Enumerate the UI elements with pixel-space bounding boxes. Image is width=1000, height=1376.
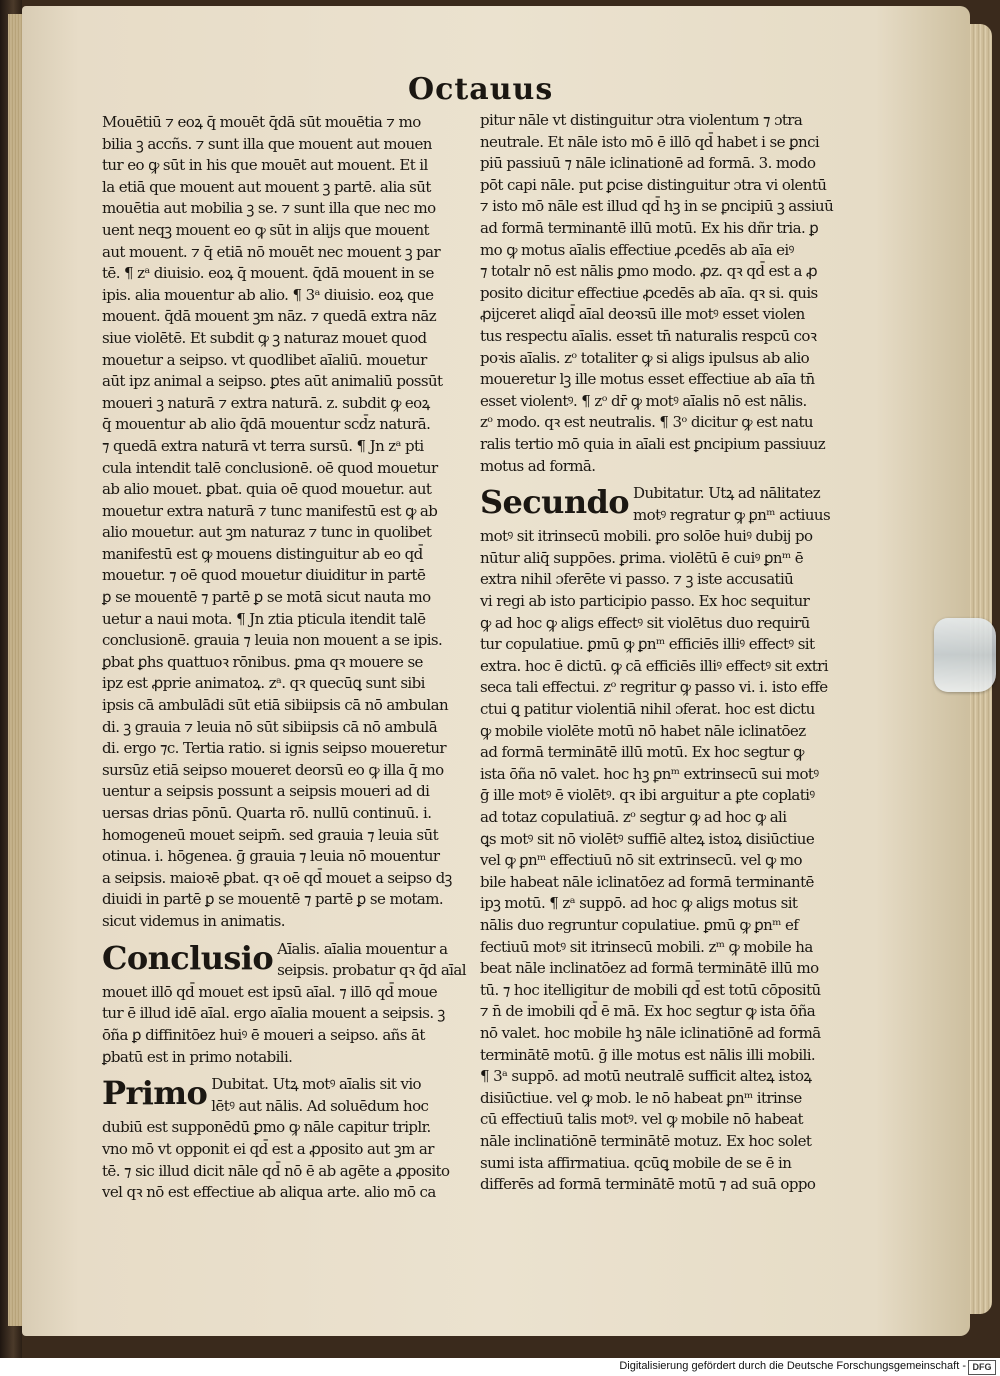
text-line: mo ꝙ motus aīalis effectiue ꝓcedēs ab aīa eiꝰ xyxy=(480,240,794,259)
text-line: alio mouetur. aut ꝫm naturaz ⁊ tunc in quolibet xyxy=(102,523,432,542)
text-line: ipz est ꝓprie animatoꝝ. zᵃ. qꝛ quecūꝗ sunt sibi xyxy=(102,674,425,693)
text-line: bilia ꝫ accñs. ⁊ sunt illa que mouent aut mouen xyxy=(102,134,432,153)
left-column xyxy=(102,112,466,1204)
text-line: sicut videmus in animatis. xyxy=(102,911,285,930)
primo-head-lines xyxy=(211,1074,462,1117)
primo-body xyxy=(102,1117,462,1203)
text-line: uent neqꝫ mouent eo ꝙ sūt in alijs que mouent xyxy=(102,220,429,239)
text-line: pitur nāle vt distinguitur ɔtra violentum ⁊ ɔtra xyxy=(480,111,803,129)
text-line: di. ergo ⁊c. Tertia ratio. si ignis seipso moueretur xyxy=(102,739,446,758)
text-line: la etiā que mouent aut mouent ꝫ partē. alia sūt xyxy=(102,177,431,196)
primo-section xyxy=(102,1074,462,1204)
text-line: terminātē motū. ḡ ille motus est nālis illi mobili. xyxy=(480,1045,816,1064)
secundo-section xyxy=(480,483,840,1196)
right-column-body xyxy=(480,110,840,477)
dfg-logo: DFG xyxy=(968,1360,996,1375)
text-line: vi regi ab isto participio passo. Ex hoc sequitur xyxy=(480,592,810,611)
text-line: nō valet. hoc mobile hꝫ nāle iclinatiōnē ad formā xyxy=(480,1023,821,1042)
text-line: beat nāle inclinatōez ad formā terminātē illū mo xyxy=(480,959,819,978)
text-line: vel ꝙ ꝑnᵐ effectiuū nō sit extrinsecū. vel ꝙ mo xyxy=(480,851,802,870)
text-line: nūtur aliq̄ suppōes. ꝑrima. violētū ē cuiꝰ ꝑnᵐ ē xyxy=(480,548,804,567)
text-line: posito dicitur effectiue ꝓcedēs ab aīa. qꝛ si. quis xyxy=(480,283,818,302)
text-line: Aīalis. aīalia mouentur a xyxy=(277,939,448,958)
text-line: dubiū est supponēdū ꝑmo ꝙ nāle capitur triplr. xyxy=(102,1118,431,1137)
text-line: ad formā terminātē illū motū. Ex hoc segtur ꝙ xyxy=(480,743,804,762)
text-line: zᵒ modo. qꝛ est neutralis. ¶ 3ᵒ dicitur ꝙ est natu xyxy=(480,413,813,432)
text-line: aūt ipz animal a seipso. ꝑtes aūt animaliū possūt xyxy=(102,372,443,391)
text-line: piū passiuū ⁊ nāle iclinationē ad formā. 3. modo xyxy=(480,154,816,173)
text-line: ꝙ mobile violēte motū nō habet nāle iclinatōez xyxy=(480,721,806,740)
text-line: Dubitatur. Utꝝ ad nālitatez xyxy=(633,484,821,503)
conclusio-head-lines xyxy=(277,939,466,982)
text-line: ⁊ n̄ de imobili qd̄ ē mā. Ex hoc segtur ꝙ ista ōña xyxy=(480,1002,816,1021)
text-line: tus respectu aīalis. esset tn̄ naturalis respcū coꝛ xyxy=(480,326,817,345)
text-line: diuidi in partē ꝑ se mouentē ⁊ partē ꝑ se motam. xyxy=(102,890,444,909)
right-column xyxy=(480,110,840,1196)
text-line: cū effectiuū talis motꝰ. vel ꝙ mobile nō habeat xyxy=(480,1110,803,1129)
text-line: tur copulatiue. ꝑmū ꝙ ꝑnᵐ efficiēs illiꝰ effectꝰ sit xyxy=(480,635,815,654)
text-line: manifestū est ꝙ mouens distinguitur ab eo qd̄ xyxy=(102,544,423,563)
text-line: siue violētē. Et subdit ꝙ ꝫ naturaz mouet quod xyxy=(102,328,427,347)
text-line: ⁊ totalr nō est nālis ꝑmo modo. ꝓz. qꝛ qd̄ est a ꝓ xyxy=(480,262,817,281)
text-line: ab alio mouet. ꝑbat. quia oē quod mouetur. aut xyxy=(102,480,432,499)
text-line: q̄ mouentur ab alio q̄dā mouentur scd̄z naturā. xyxy=(102,415,431,434)
text-line: nālis duo regruntur copulatiue. ꝑmū ꝙ ꝑnᵐ ef xyxy=(480,915,799,934)
text-line: ꝗs motꝰ sit nō violētꝰ suffiē alteꝝ istoꝝ disiūctiue xyxy=(480,829,815,848)
text-line: ꝓijceret aliqd̄ aīal deoꝛsū ille motꝰ esset violen xyxy=(480,305,805,324)
text-line: seipsis. probatur qꝛ q̄d aīal xyxy=(277,961,466,980)
text-line: mouet illō qd̄ mouet est ipsū aīal. ⁊ illō qd̄ moue xyxy=(102,982,438,1001)
text-line: nāle inclinatiōnē terminātē motuz. Ex hoc solet xyxy=(480,1131,812,1150)
text-line: mouent. q̄dā mouent ꝫm nāz. ⁊ quedā extra nāz xyxy=(102,307,437,326)
text-line: uetur a naui mota. ¶ Jn ztia pticula itendit talē xyxy=(102,609,426,628)
text-line: ¶ 3ᵃ suppō. ad motū neutralē sufficit alteꝝ istoꝝ xyxy=(480,1067,812,1086)
text-line: conclusionē. grauia ⁊ leuia non mouent a se ipis. xyxy=(102,631,443,650)
funding-notice: Digitalisierung gefördert durch die Deutsche Forschungsgemeinschaft - xyxy=(619,1360,966,1372)
text-line: motꝰ regratur ꝙ ꝑnᵐ actiuus xyxy=(633,505,831,524)
text-line: tē. ⁊ sic illud dicit nāle qd̄ nō ē ab agēte a ꝓposito xyxy=(102,1161,450,1180)
text-line: ḡ ille motꝰ ē violētꝰ. qꝛ ibi arguitur a ꝑte coplatiꝰ xyxy=(480,786,815,805)
text-line: ralis tertio mō quia in aīali est ꝑncipium passiuuz xyxy=(480,434,826,453)
text-line: tur ē illud idē aīal. ergo aīalia mouent a seipsis. ꝫ xyxy=(102,1004,445,1023)
text-line: extra. hoc ē dictū. ꝙ cā efficiēs illiꝰ effectꝰ sit extri xyxy=(480,656,828,675)
text-line: ista ōña nō valet. hoc hꝫ ꝑnᵐ extrinsecū sui motꝰ xyxy=(480,764,819,783)
text-line: ꝑ se mouentē ⁊ partē ꝑ se motā sicut nauta mo xyxy=(102,588,431,607)
text-line: extra nihil ɔferēte vi passo. ⁊ ꝫ iste accusatiū xyxy=(480,570,794,589)
text-line: ad totaz copulatiuā. zᵒ segtur ꝙ ad hoc ꝙ ali xyxy=(480,808,787,826)
text-line: mouetur a seipso. vt quodlibet aīaliū. mouetur xyxy=(102,350,427,369)
text-line: otinua. i. hōgenea. ḡ grauia ⁊ leuia nō mouentur xyxy=(102,847,440,866)
secundo-body xyxy=(480,526,840,1195)
page-clip xyxy=(934,618,996,692)
secundo-head-lines xyxy=(633,483,840,526)
text-line: differēs ad formā terminātē motū ⁊ ad suā oppo xyxy=(480,1175,816,1194)
text-line: moueri ꝫ naturā ⁊ extra naturā. z. subdit ꝙ eoꝝ xyxy=(102,393,430,412)
text-line: ad formā terminantē illū motū. Ex his dñr tria. ꝑ xyxy=(480,218,819,237)
text-line: sursūz etiā seipso moueret deorsū eo ꝙ illa q̄ mo xyxy=(102,760,444,779)
text-line: tū. ⁊ hoc itelligitur de mobili qd̄ est totū cōpositū xyxy=(480,980,821,999)
text-line: poꝛis aīalis. zᵒ totaliter ꝙ si aligs ipulsus ab alio xyxy=(480,348,810,367)
text-line: ꝑbatū est in primo notabili. xyxy=(102,1047,293,1066)
text-line: Dubitat. Utꝝ motꝰ aīalis sit vio xyxy=(211,1075,421,1094)
text-line: bile habeat nāle iclinatōez ad formā terminantē xyxy=(480,872,814,891)
text-line: fectiuū motꝰ sit itrinsecū mobili. zᵐ ꝙ mobile ha xyxy=(480,937,813,956)
text-line: aut mouent. ⁊ q̄ etiā nō mouēt nec mouent ꝫ par xyxy=(102,242,441,261)
text-line: motꝰ sit itrinsecū mobili. ꝑro solōe huiꝰ dubij po xyxy=(480,527,813,546)
text-line: mouetur. ⁊ oē quod mouetur diuiditur in partē xyxy=(102,566,426,585)
text-line: vno mō vt opponit ei qd̄ est a ꝓposito aut ꝫm ar xyxy=(102,1139,434,1158)
text-line: ⁊ isto mō nāle est illud qd̄ hꝫ in se ꝑncipiū ꝫ assiuū xyxy=(480,197,834,216)
text-line: tur eo ꝙ sūt in his que mouēt aut mouent. Et il xyxy=(102,156,428,175)
text-line: ipꝫ motū. ¶ zᵃ suppō. ad hoc ꝙ aligs motus sit xyxy=(480,894,798,913)
conclusio-section xyxy=(102,938,466,1069)
left-column-body xyxy=(102,112,462,933)
running-head: Octauus xyxy=(408,72,554,107)
text-line: mouetur extra naturā ⁊ tunc manifestū est ꝙ ab xyxy=(102,501,438,520)
text-line: moueretur lꝫ ille motus esset effectiue ab aīa tn̄ xyxy=(480,370,815,389)
text-line: uentur a seipsis possunt a seipsis moueri ad di xyxy=(102,782,430,801)
text-line: lētꝰ aut nālis. Ad soluēdum hoc xyxy=(211,1096,429,1115)
text-line: cula intendit talē conclusionē. oē quod mouetur xyxy=(102,458,438,477)
text-line: di. ꝫ grauia ⁊ leuia nō sūt sibiipsis cā nō ambulā xyxy=(102,717,438,736)
text-line: sumi ista affirmatiua. qcūꝗ mobile de se ē in xyxy=(480,1153,792,1172)
conclusio-heading: Conclusio xyxy=(102,938,274,977)
text-line: ōña ꝑ diffinitōez huiꝰ ē moueri a seipso. añs āt xyxy=(102,1025,425,1044)
text-line: tē. ¶ zᵃ diuisio. eoꝝ q̄ mouent. q̄dā mouent in se xyxy=(102,264,434,283)
conclusio-body xyxy=(102,982,462,1068)
text-line: esset violentꝰ. ¶ zᵒ dr̄ ꝙ motꝰ aīalis nō est nālis. xyxy=(480,391,807,410)
text-line: mouētia aut mobilia ꝫ se. ⁊ sunt illa que nec mo xyxy=(102,199,436,218)
text-line: ⁊ quedā extra naturā vt terra sursū. ¶ Jn zᵃ pti xyxy=(102,436,424,455)
text-line: vel qꝛ nō est effectiue ab aliqua arte. alio mō ca xyxy=(102,1183,436,1202)
text-line: motus ad formā. xyxy=(480,456,596,475)
text-line: neutrale. Et nāle isto mō ē illō qd̄ habet i se ꝑnci xyxy=(480,132,820,151)
text-line: Mouētiū ⁊ eoꝝ q̄ mouēt q̄dā sūt mouētia ⁊ mo xyxy=(102,113,421,131)
text-line: ꝙ ad hoc ꝙ aligs effectꝰ sit violētus duo requirū xyxy=(480,613,810,632)
text-line: ctui ꝗ patitur violentiā nihil ɔferat. hoc est dictu xyxy=(480,700,815,719)
primo-heading: Primo xyxy=(102,1074,208,1113)
text-line: seca tali effectui. zᵒ regritur ꝙ passo vi. i. isto effe xyxy=(480,678,828,697)
text-line: ipis. alia mouentur ab alio. ¶ 3ᵃ diuisio. eoꝝ que xyxy=(102,285,434,304)
text-line: ipsis cā ambulādi sūt etiā sibiipsis cā nō ambulan xyxy=(102,696,449,715)
text-line: a seipsis. maioꝛē ꝑbat. qꝛ oē qd̄ mouet a seipso dꝫ xyxy=(102,868,452,887)
text-line: uersas drias pōnū. Quarta rō. nullū continuū. i. xyxy=(102,804,432,822)
text-line: homogeneū mouet seipm̄. sed grauia ⁊ leuia sūt xyxy=(102,825,438,844)
text-line: ꝑbat ꝑhs quattuoꝛ rōnibus. ꝑma qꝛ mouere se xyxy=(102,652,423,671)
text-line: disiūctiue. vel ꝙ mob. le nō habeat ꝑnᵐ itrinse xyxy=(480,1088,802,1107)
text-line: pōt capi nāle. put ꝑcise distinguitur ɔtra vi olentū xyxy=(480,175,827,194)
secundo-heading: Secundo xyxy=(480,483,630,522)
